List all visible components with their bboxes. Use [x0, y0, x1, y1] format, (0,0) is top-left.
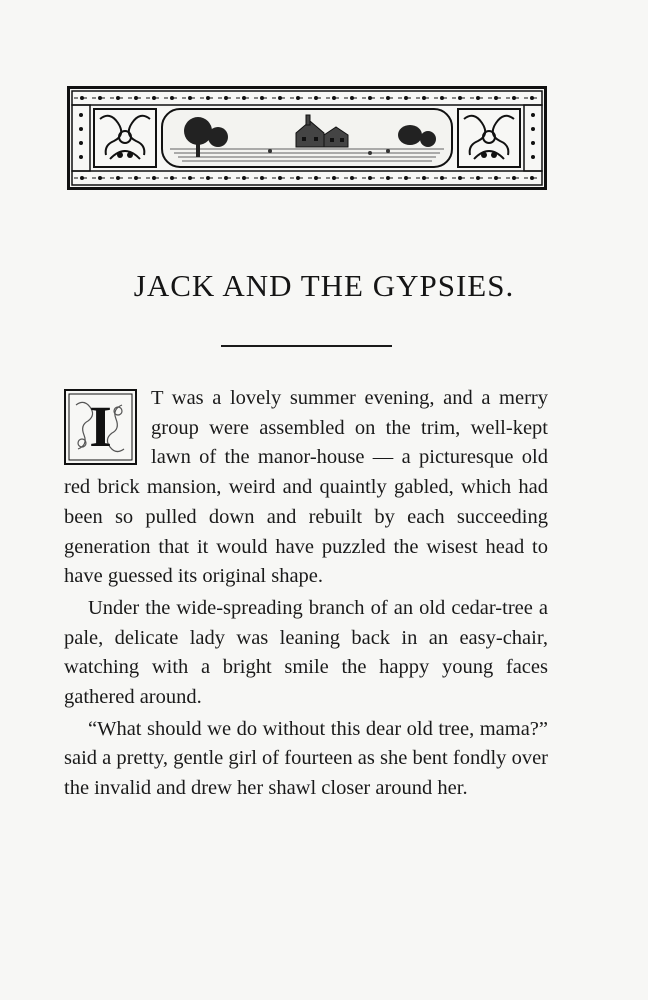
paragraph-2: Under the wide-spreading branch of an old cedar-tree a pale, delicate lady was leaning back in an easy-chair, watching with a bright smile the happy young faces gathered around. — [64, 596, 548, 709]
ornament-engraving — [70, 89, 544, 187]
paragraph-1: T was a lovely summer evening, and a merry group were assembled on the trim, well-kept lawn of the manor-house — a picturesque old red brick mansion, weird and quaintly gabled, which had been so pulled down and rebuilt by each succeeding generation that it would have puzzled the wisest head to have guessed its original shape. — [64, 387, 548, 588]
dropcap-letter: I — [89, 394, 112, 459]
paragraph-3: “What should we do without this dear old tree, mama?” said a pretty, gentle girl of fourteen as she bent fondly over the invalid and drew her shawl closer around her. — [64, 717, 548, 800]
dropcap-initial — [64, 389, 137, 465]
chapter-title: JACK AND THE GYPSIES. — [133, 268, 515, 303]
header-ornament — [67, 86, 547, 190]
title-rule — [221, 345, 392, 347]
body-text — [64, 384, 548, 804]
